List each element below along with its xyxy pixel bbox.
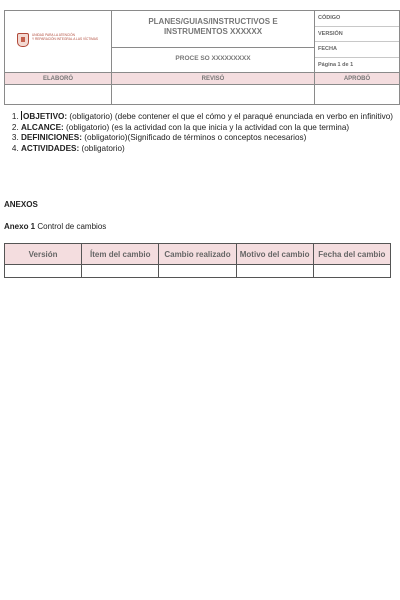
seal-icon xyxy=(17,33,29,47)
meta-codigo: CÓDIGO xyxy=(318,15,341,21)
header-table xyxy=(4,10,400,105)
title-cell xyxy=(112,11,315,73)
role-aprobo: APROBÓ xyxy=(315,73,400,85)
text-cursor xyxy=(21,111,22,120)
table-header-row xyxy=(5,244,391,265)
signature-aprobo[interactable] xyxy=(315,85,400,105)
signature-elaboro[interactable] xyxy=(5,85,112,105)
cell-item[interactable] xyxy=(82,265,159,278)
actividades-text: (obligatorio) xyxy=(79,143,125,153)
list-item-actividades xyxy=(21,144,394,155)
meta-fecha: FECHA xyxy=(315,41,399,57)
meta-pagina: Página 1 de 1 xyxy=(315,57,399,73)
definiciones-text: (obligatorio)(Significado de términos o conceptos necesarios) xyxy=(81,133,307,142)
logo-line-2: Y REPARACIÓN INTEGRAL A LAS VÍCTIMAS xyxy=(32,37,99,41)
col-motivo: Motivo del cambio xyxy=(236,244,313,265)
col-version: Versión xyxy=(5,244,82,265)
list-item-definiciones xyxy=(21,133,394,144)
logo-cell xyxy=(5,11,112,73)
title-line-1: PLANES/GUIAS/INSTRUCTIVOS E xyxy=(148,17,278,26)
change-control-table xyxy=(4,243,391,278)
signatures-row xyxy=(5,85,400,105)
alcance-label: ALCANCE: xyxy=(21,122,64,132)
annex-number: Anexo 1 xyxy=(4,222,36,231)
col-item: Ítem del cambio xyxy=(82,244,159,265)
objetivo-label: OBJETIVO: xyxy=(23,112,68,121)
objetivo-text: (obligatorio) (debe contener el que el cómo y el paraqué enunciada en verbo en infinitivo) xyxy=(67,112,394,121)
col-fecha: Fecha del cambio xyxy=(313,244,390,265)
table-row xyxy=(5,265,391,278)
sections-list xyxy=(4,111,394,154)
change-control-table-wrap xyxy=(4,243,391,278)
anexos-heading: ANEXOS xyxy=(4,200,38,209)
logo xyxy=(32,33,102,41)
roles-row xyxy=(5,73,400,85)
document-header xyxy=(4,10,396,105)
document-body xyxy=(4,111,394,154)
title-line-2: INSTRUMENTOS XXXXXX xyxy=(163,27,263,36)
role-reviso: REVISÓ xyxy=(112,73,315,85)
cell-fecha[interactable] xyxy=(313,265,390,278)
role-elaboro: ELABORÓ xyxy=(5,73,112,85)
list-item-alcance xyxy=(21,123,394,134)
document-title xyxy=(112,13,314,47)
meta-version: VERSIÓN xyxy=(315,26,399,42)
list-item-objetivo xyxy=(21,111,394,123)
actividades-label: ACTIVIDADES: xyxy=(21,143,80,153)
alcance-text: (obligatorio) (es la actividad con la que inicia y la actividad con la que termina) xyxy=(63,122,350,132)
cell-cambio[interactable] xyxy=(159,265,236,278)
annex-caption xyxy=(4,222,106,231)
logo-line-1: UNIDAD PARA LA ATENCIÓN xyxy=(32,33,75,37)
process-label: PROCE SO XXXXXXXXX xyxy=(112,47,314,70)
annex-title: Control de cambios xyxy=(35,222,107,231)
cell-motivo[interactable] xyxy=(236,265,313,278)
col-cambio: Cambio realizado xyxy=(159,244,236,265)
meta-cell xyxy=(315,11,400,73)
cell-version[interactable] xyxy=(5,265,82,278)
signature-reviso[interactable] xyxy=(112,85,315,105)
definiciones-label: DEFINICIONES: xyxy=(21,133,82,142)
